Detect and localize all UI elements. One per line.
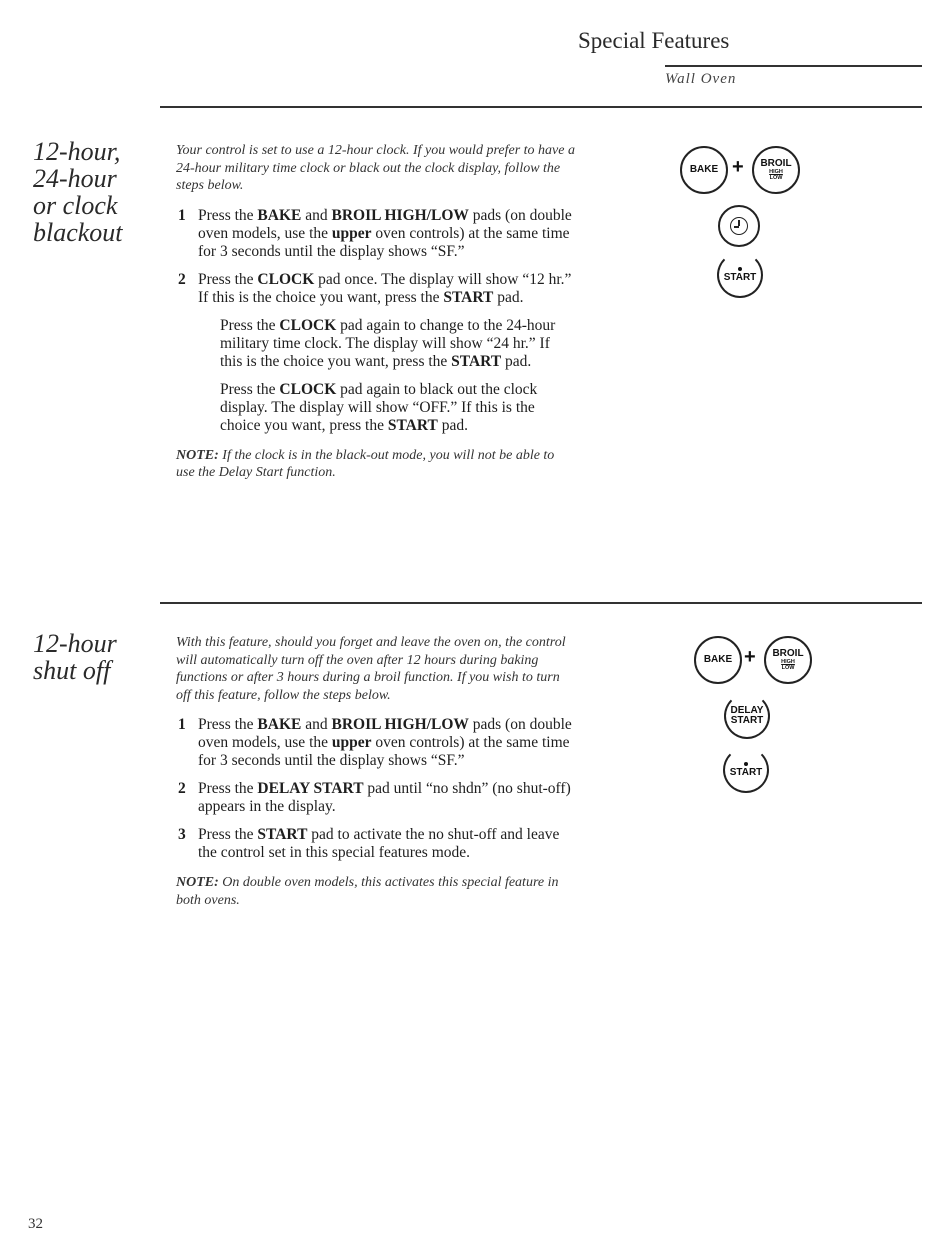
- step-keyword: START: [451, 352, 502, 370]
- step-keyword: BAKE: [257, 206, 302, 224]
- step-number: 2: [178, 270, 186, 288]
- step-text: pad until “no shdn” (no shut-off) appears in the display.: [198, 780, 571, 815]
- step-text: pad.: [493, 288, 524, 306]
- plus-icon: +: [732, 156, 744, 178]
- clock-icon: [730, 217, 748, 235]
- bake-pad[interactable]: [694, 636, 742, 684]
- note-text: On double oven models, this activates this special feature in both ovens.: [176, 875, 559, 908]
- bake-pad[interactable]: [680, 146, 728, 194]
- step-keyword: upper: [331, 224, 372, 242]
- page-number: 32: [28, 1216, 43, 1232]
- step-text: Press the: [198, 716, 258, 733]
- section-divider-2: [160, 602, 922, 604]
- section-content-shutoff: [176, 634, 576, 909]
- step-number: 3: [178, 826, 186, 843]
- step-keyword: START: [387, 416, 438, 434]
- step-1: [176, 207, 576, 261]
- step-text: pads (on double oven models, use the: [198, 206, 572, 242]
- note-label: NOTE:: [176, 447, 219, 463]
- step-keyword: CLOCK: [257, 270, 315, 288]
- section-note: [176, 447, 576, 482]
- section-title-clock: [33, 138, 123, 246]
- broil-low-label: LOW: [769, 175, 783, 181]
- step-text: pad.: [437, 416, 469, 434]
- header-rule: [665, 65, 922, 67]
- step-keyword: upper: [331, 734, 372, 751]
- step-2-continued-blackout: [176, 381, 576, 435]
- step-keyword: CLOCK: [279, 380, 337, 398]
- step-text: Press the: [198, 826, 258, 843]
- note-label: NOTE:: [176, 875, 219, 890]
- step-text: Press the: [220, 380, 280, 398]
- note-text: If the clock is in the black-out mode, you will not be able to use the Delay Start function.: [176, 447, 555, 480]
- section-title-line: 12-hour,: [33, 137, 121, 166]
- step-keyword: BROIL HIGH/LOW: [331, 716, 469, 733]
- start-dot-icon: [738, 267, 742, 271]
- step-2: [176, 271, 576, 307]
- section-title-line: blackout: [33, 218, 123, 247]
- page-header-subtitle: Wall Oven: [665, 71, 737, 87]
- page-header-title: Special Features: [578, 28, 730, 53]
- step-keyword: START: [443, 288, 494, 306]
- delay-start-pad-label: START: [730, 715, 764, 726]
- step-text: oven controls) at the same time for 3 seconds until the display shows “SF.”: [198, 224, 570, 260]
- start-dot-icon: [744, 762, 748, 766]
- step-number: 2: [178, 780, 186, 797]
- step-text: pad once. The display will show “12 hr.” If this is the choice you want, press the: [198, 270, 572, 306]
- step-number: 1: [178, 206, 186, 224]
- section-content-clock: [176, 142, 576, 482]
- step-2-continued-24hr: [176, 317, 576, 371]
- step-keyword: CLOCK: [279, 316, 337, 334]
- step-text: Press the: [198, 270, 258, 288]
- step-keyword: BROIL HIGH/LOW: [331, 206, 469, 224]
- broil-high-label: HIGH: [769, 169, 783, 175]
- step-keyword: BAKE: [257, 716, 302, 733]
- step-keyword: DELAY START: [257, 780, 364, 797]
- step-text: and: [301, 206, 332, 224]
- step-text: Press the: [198, 206, 258, 224]
- clock-pad[interactable]: [718, 205, 760, 247]
- delay-start-pad[interactable]: [724, 693, 770, 739]
- step-number: 1: [178, 716, 186, 733]
- bake-pad-label: BAKE: [689, 164, 719, 175]
- delay-pad-label: DELAY: [730, 705, 764, 716]
- broil-high-low-pad[interactable]: [764, 636, 812, 684]
- start-pad-label: START: [729, 767, 763, 778]
- broil-pad-label: BROIL: [760, 158, 792, 169]
- step-3: [176, 826, 576, 862]
- broil-pad-label: BROIL: [772, 648, 804, 659]
- start-pad[interactable]: [723, 747, 769, 793]
- step-2: [176, 780, 576, 816]
- section-divider-1: [160, 106, 922, 108]
- broil-low-label: LOW: [781, 665, 795, 671]
- step-keyword: START: [257, 826, 308, 843]
- step-text: pad again to black out the clock display. The display will show “OFF.” If this is the choice you want, press the: [220, 380, 538, 434]
- section-title-line: 24-hour: [33, 164, 117, 193]
- step-text: pad again to change to the 24-hour military time clock. The display will show “24 hr.” If this is the choice you want, press the: [220, 316, 556, 370]
- step-text: Press the: [220, 316, 280, 334]
- section-title-line: shut off: [33, 656, 111, 685]
- section-intro: With this feature, should you forget and leave the oven on, the control will automatically turn off the oven after 12 hours during baking functions or after 3 hours during a broil function. If you wish to turn off this feature, follow the steps below.: [176, 635, 566, 703]
- bake-pad-label: BAKE: [703, 654, 733, 665]
- start-pad[interactable]: [717, 252, 763, 298]
- step-text: oven controls) at the same time for 3 seconds until the display shows “SF.”: [198, 734, 570, 769]
- step-text: pads (on double oven models, use the: [198, 716, 572, 751]
- section-title-shutoff: [33, 630, 117, 684]
- broil-high-low-pad[interactable]: [752, 146, 800, 194]
- start-pad-label: START: [723, 272, 757, 283]
- section-title-line: 12-hour: [33, 629, 117, 658]
- step-text: Press the: [198, 780, 258, 797]
- broil-high-label: HIGH: [781, 659, 795, 665]
- plus-icon: +: [744, 646, 756, 668]
- step-1: [176, 716, 576, 770]
- step-text: and: [301, 716, 332, 733]
- step-text: pad.: [501, 352, 532, 370]
- step-text: pad to activate the no shut-off and leave the control set in this special features mode.: [198, 826, 560, 861]
- section-intro: Your control is set to use a 12-hour clock. If you would prefer to have a 24-hour military time clock or black out the clock display, follow the steps below.: [176, 143, 575, 193]
- section-note: [176, 874, 576, 909]
- section-title-line: or clock: [33, 191, 118, 220]
